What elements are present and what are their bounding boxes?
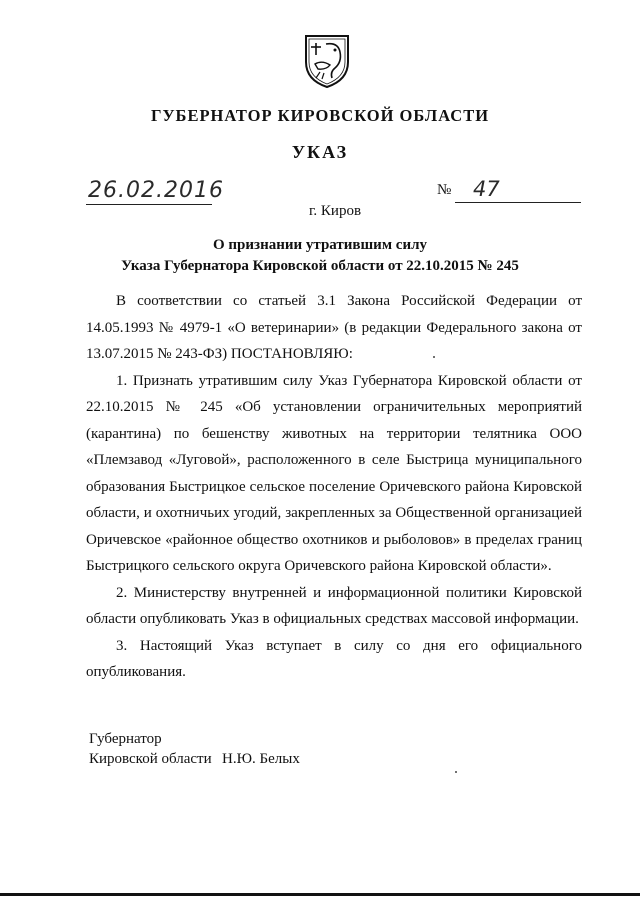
scan-speck [433, 356, 435, 358]
issuing-authority: ГУБЕРНАТОР КИРОВСКОЙ ОБЛАСТИ [150, 106, 490, 125]
coat-of-arms-icon [302, 32, 352, 90]
issue-city: г. Киров [308, 203, 362, 219]
document-type: УКАЗ [291, 142, 349, 162]
signatory-name: Н.Ю. Белых [222, 751, 300, 767]
clause-paragraph-2: 2. Министерству внутренней и информационной политики Кировской области опубликовать Указ в официальных средствах массовой информации. [86, 584, 582, 627]
number-field [455, 176, 581, 203]
signatory-title: Губернатор [89, 731, 162, 747]
date-field [86, 176, 224, 205]
clause-paragraph-3: 3. Настоящий Указ вступает в силу со дня его официального опубликования. [86, 637, 582, 680]
subject-line-1: О признании утратившим силу [213, 237, 427, 253]
handwritten-number: 47 [473, 177, 500, 201]
document-subject [0, 235, 640, 277]
clause-paragraph-1: 1. Признать утратившим силу Указ Губернатора Кировской области от 22.10.2015 № 245 «Об установлении ограничительных мероприятий (карантина) по бешенству животных на территории телятника ООО «Племзавод «Луговой», расположенного в селе Быстрица муниципального образования Быстрицкое сельское поселение Оричевского района Кировской области, и охотничьих угодий, закрепленных за Общественной организацией Оричевское «районное общество охотников и рыболовов» в пределах границ Быстрицкого сельского округа Оричевского района Кировской области». [86, 372, 582, 574]
subject-line-2: Указа Губернатора Кировской области от 22.10.2015 № 245 [121, 258, 519, 274]
handwritten-date: 26.02.2016 [88, 178, 224, 203]
number-label: № [437, 182, 452, 198]
bottom-rule [0, 893, 640, 896]
document-body [86, 288, 582, 686]
signatory-region: Кировской области [89, 751, 212, 767]
preamble-paragraph: В соответствии со статьей 3.1 Закона Российской Федерации от 14.05.1993 № 4979-1 «О ветеринарии» (в редакции Федерального закона от 13.07.2015 № 243-ФЗ) ПОСТАНОВЛЯЮ: [86, 293, 582, 362]
scan-speck [455, 771, 457, 773]
